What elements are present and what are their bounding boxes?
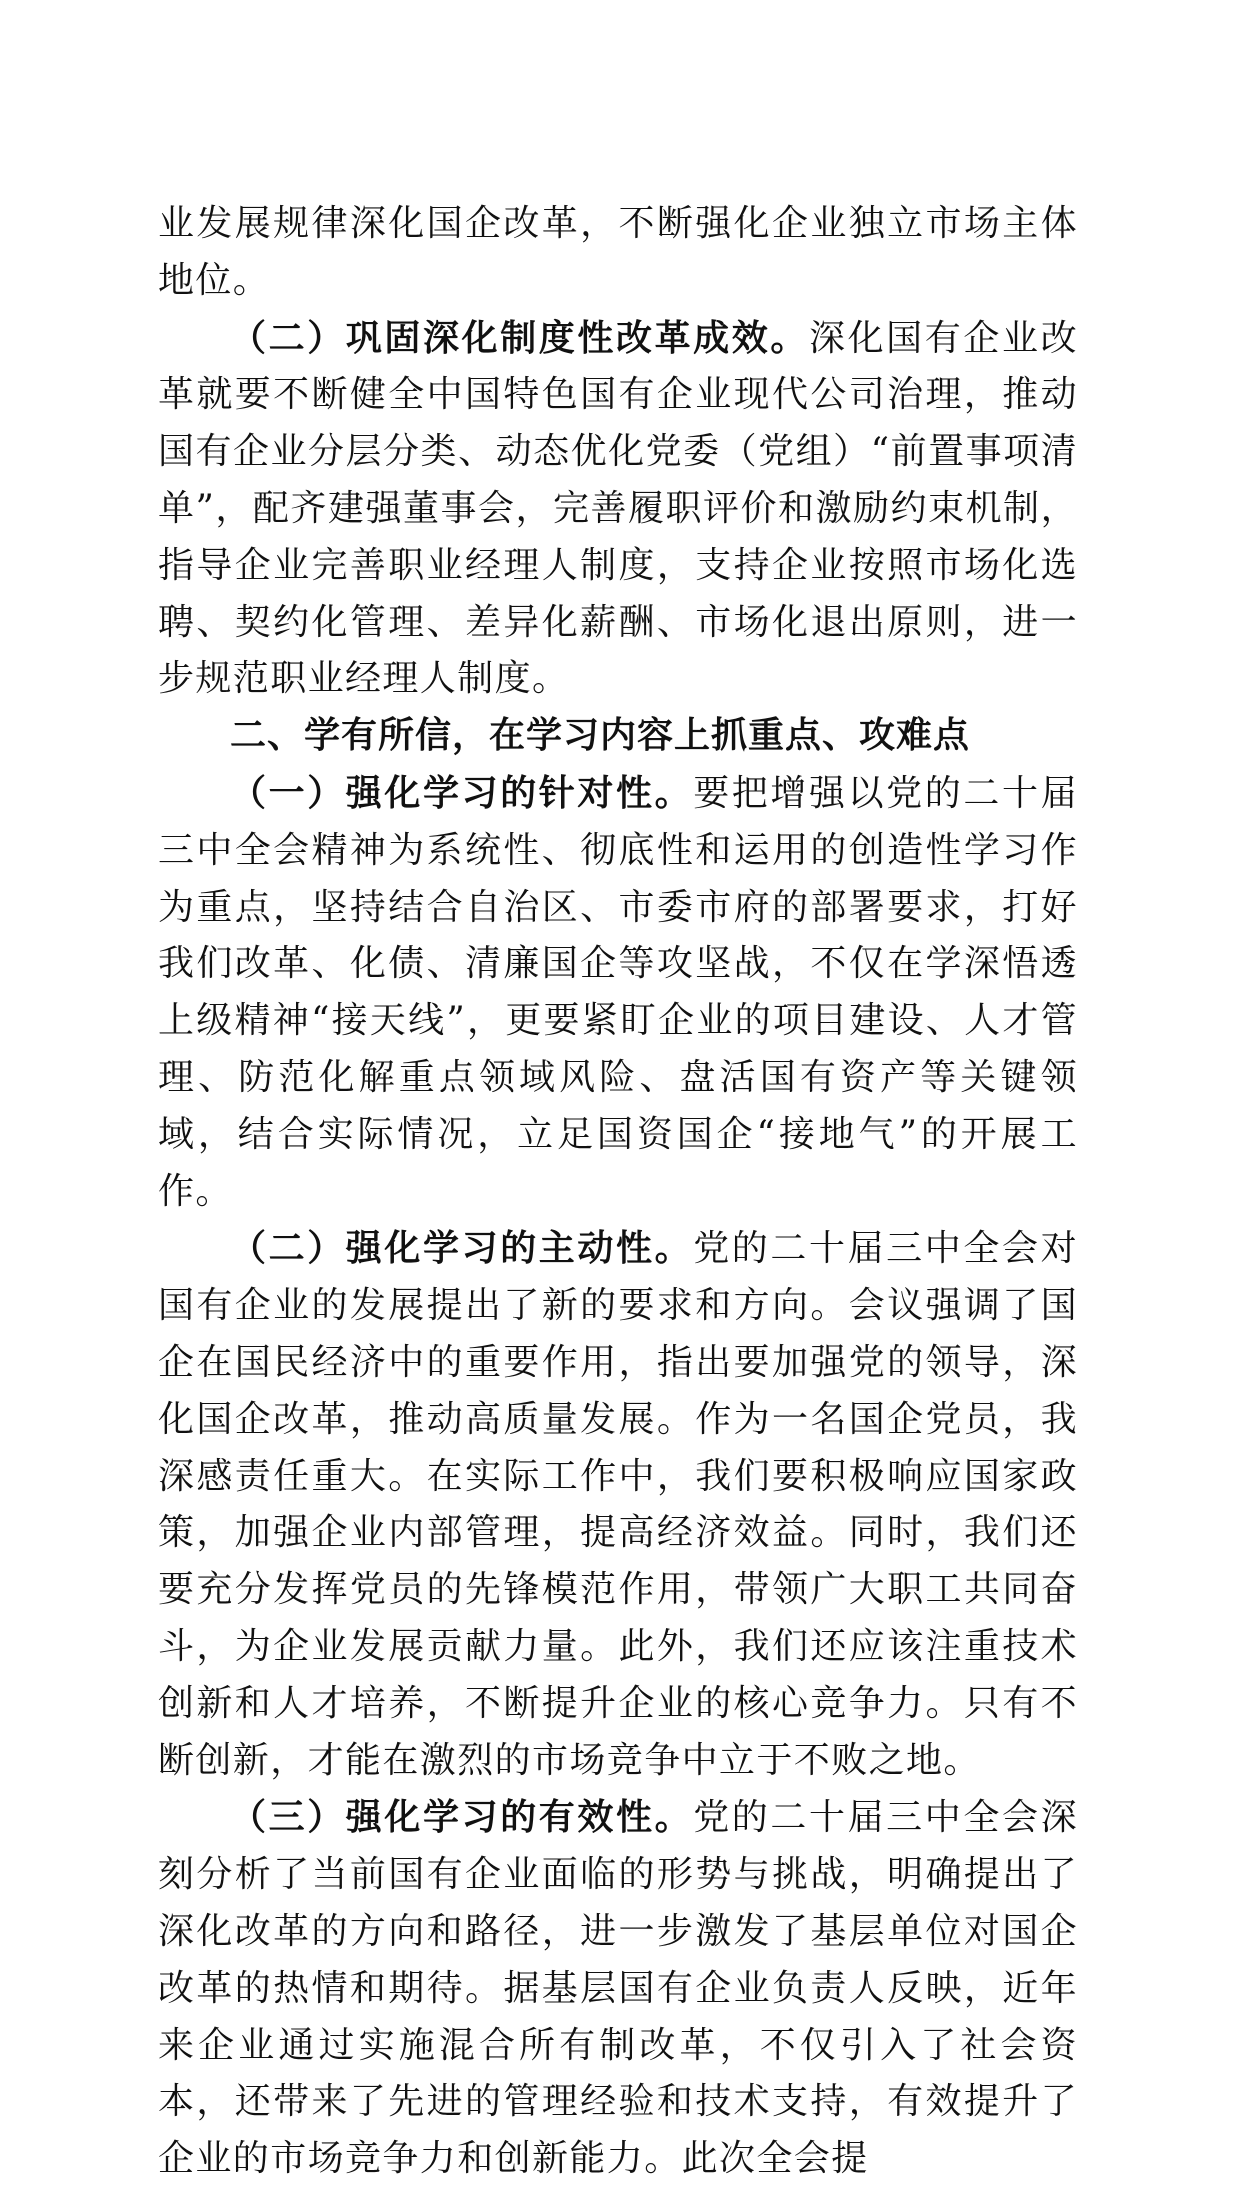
paragraph-lead: （二）强化学习的主动性。	[230, 1227, 694, 1270]
paragraph-lead: （一）强化学习的针对性。	[230, 771, 694, 814]
paragraph-text: 党的二十届三中全会深刻分析了当前国有企业面临的形势与挑战，明确提出了深化改革的方向和路径，进一步激发了基层单位对国企改革的热情和期待。据基层国有企业负责人反映，近年来企业通过实施混合所有制改革，不仅引入了社会资本，还带来了先进的管理经验和技术支持，有效提升了企业的市场竞争力和创新能力。此次全会提	[158, 1797, 1078, 2180]
document-body	[158, 196, 1078, 2188]
paragraph-text: 党的二十届三中全会对国有企业的发展提出了新的要求和方向。会议强调了国企在国民经济中的重要作用，指出要加强党的领导，深化国企改革，推动高质量发展。作为一名国企党员，我深感责任重大。在实际工作中，我们要积极响应国家政策，加强企业内部管理，提高经济效益。同时，我们还要充分发挥党员的先锋模范作用，带领广大职工共同奋斗，为企业发展贡献力量。此外，我们还应该注重技术创新和人才培养，不断提升企业的核心竞争力。只有不断创新，才能在激烈的市场竞争中立于不败之地。	[158, 1228, 1078, 1781]
paragraph-lead: （三）强化学习的有效性。	[230, 1796, 694, 1839]
section-heading: 二、学有所信，在学习内容上抓重点、攻难点	[230, 715, 971, 757]
paragraph-text: 深化国有企业改革就要不断健全中国特色国有企业现代公司治理，推动国有企业分层分类、动态优化党委（党组）“前置事项清单”，配齐建强董事会，完善履职评价和激励约束机制，指导企业完善职业经理人制度，支持企业按照市场化选聘、契约化管理、差异化薪酬、市场化退出原则，进一步规范职业经理人制度。	[158, 317, 1078, 700]
paragraph-text: 要把增强以党的二十届三中全会精神为系统性、彻底性和运用的创造性学习作为重点，坚持结合自治区、市委市府的部署要求，打好我们改革、化债、清廉国企等攻坚战，不仅在学深悟透上级精神“接天线”，更要紧盯企业的项目建设、人才管理、防范化解重点领域风险、盘活国有资产等关键领域，结合实际情况，立足国资国企“接地气”的开展工作。	[158, 772, 1078, 1212]
paragraph-initiative	[158, 1220, 1078, 1789]
paragraph-text: 业发展规律深化国企改革，不断强化企业独立市场主体地位。	[158, 203, 1078, 301]
paragraph-pertinence	[158, 765, 1078, 1220]
paragraph-lead: （二）巩固深化制度性改革成效。	[230, 316, 809, 359]
paragraph-continuation	[158, 196, 1078, 310]
paragraph-effectiveness	[158, 1789, 1078, 2188]
paragraph-consolidate-reform	[158, 310, 1078, 709]
